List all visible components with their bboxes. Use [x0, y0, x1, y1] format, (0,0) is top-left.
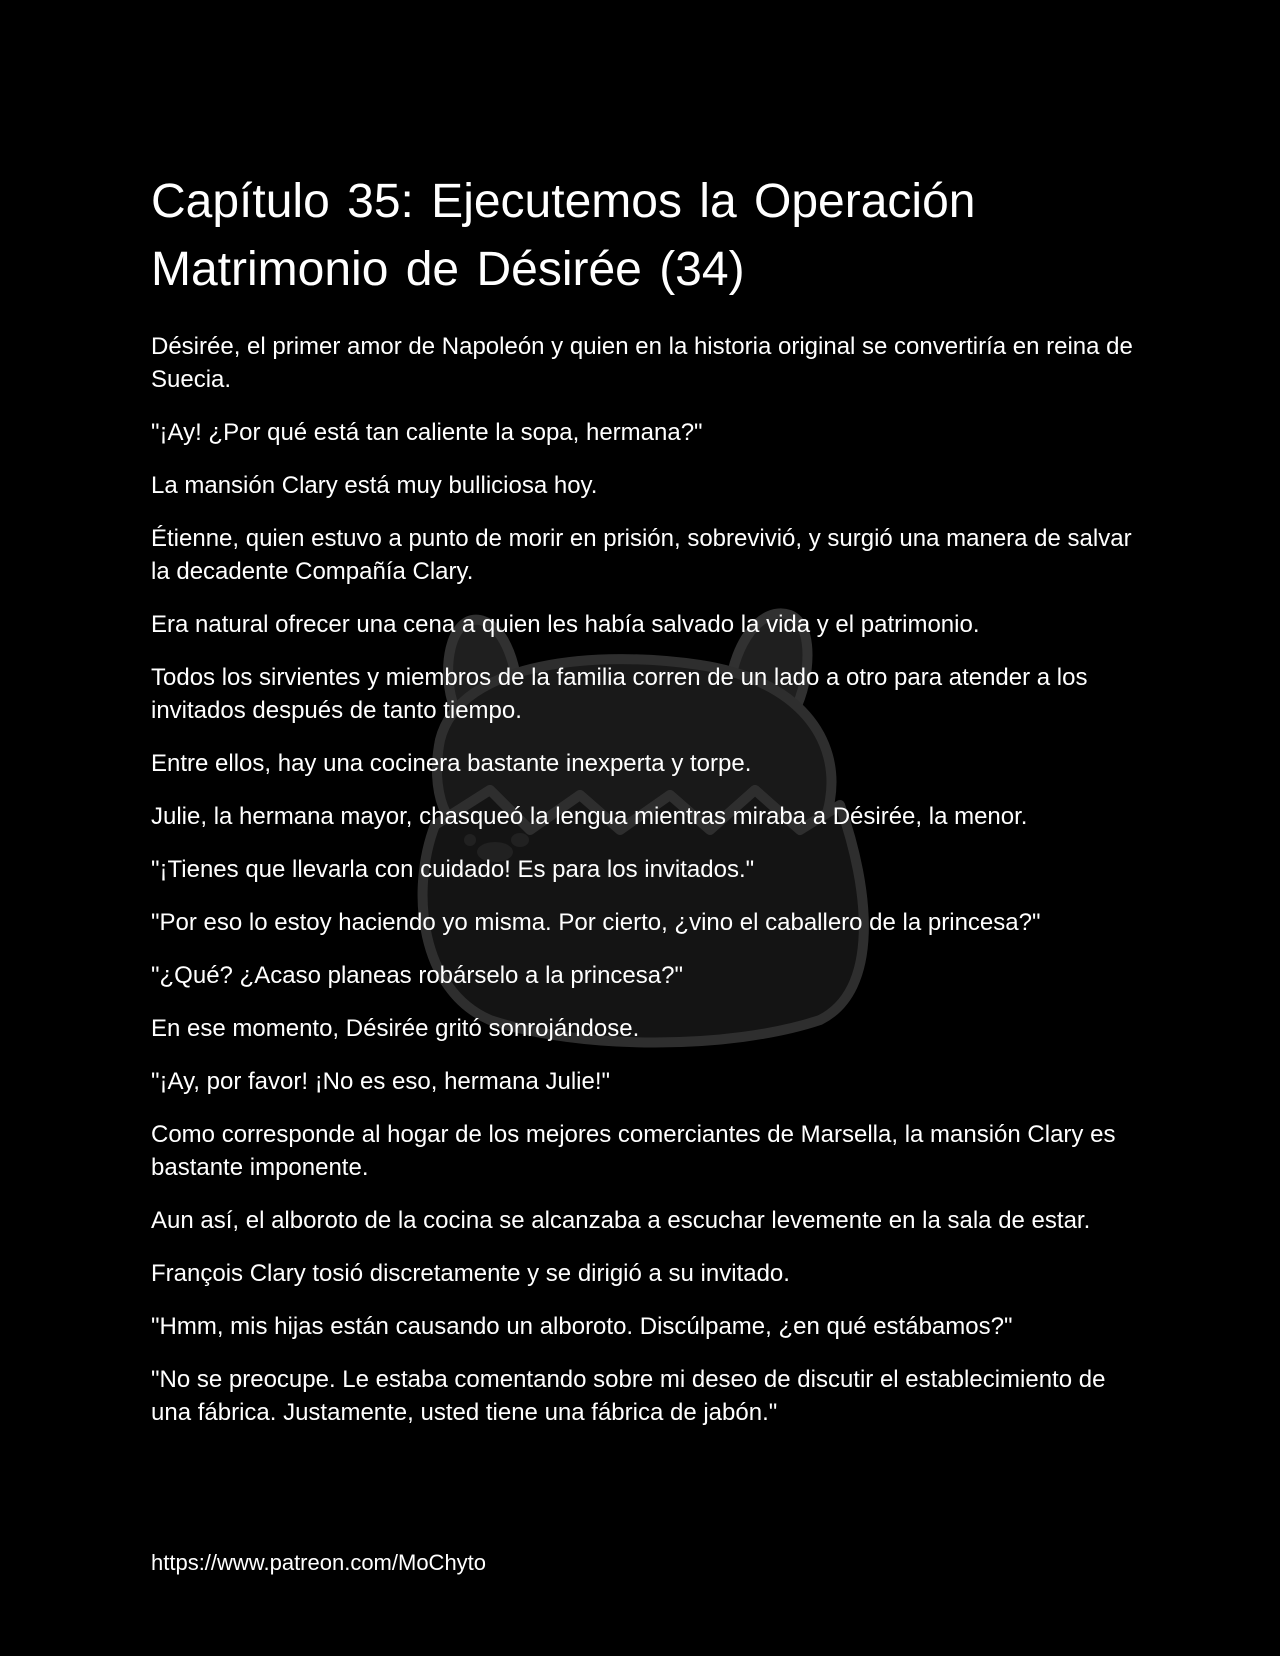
- paragraph: "¿Qué? ¿Acaso planeas robárselo a la princesa?": [151, 962, 683, 989]
- patreon-link[interactable]: https://www.patreon.com/MoChyto: [151, 1550, 487, 1575]
- paragraph: Julie, la hermana mayor, chasqueó la lengua mientras miraba a Désirée, la menor.: [151, 803, 1028, 830]
- paragraph: "¡Tienes que llevarla con cuidado! Es para los invitados.": [151, 856, 755, 883]
- paragraph: Étienne, quien estuvo a punto de morir en prisión, sobrevivió, y surgió una manera de salvar la decadente Compañía Clary.: [151, 525, 1132, 585]
- paragraph: Era natural ofrecer una cena a quien les había salvado la vida y el patrimonio.: [151, 611, 980, 638]
- paragraph: "¡Ay! ¿Por qué está tan caliente la sopa, hermana?": [151, 419, 703, 446]
- paragraph: En ese momento, Désirée gritó sonrojándose.: [151, 1015, 640, 1042]
- paragraph: Entre ellos, hay una cocinera bastante inexperta y torpe.: [151, 750, 752, 777]
- paragraph: "Por eso lo estoy haciendo yo misma. Por cierto, ¿vino el caballero de la princesa?": [151, 909, 1041, 936]
- page-title-line-2: Matrimonio de Désirée (34): [151, 243, 745, 296]
- paragraph: "No se preocupe. Le estaba comentando sobre mi deseo de discutir el establecimiento de una fábrica. Justamente, usted tiene una fábrica de jabón.": [151, 1366, 1106, 1426]
- paragraph: Como corresponde al hogar de los mejores comerciantes de Marsella, la mansión Clary es bastante imponente.: [151, 1121, 1116, 1181]
- paragraph: Désirée, el primer amor de Napoleón y quien en la historia original se convertiría en reina de Suecia.: [151, 333, 1133, 393]
- paragraph: "Hmm, mis hijas están causando un alboroto. Discúlpame, ¿en qué estábamos?": [151, 1313, 1013, 1340]
- page-title-line-1: Capítulo 35: Ejecutemos la Operación: [151, 175, 976, 228]
- paragraph: Todos los sirvientes y miembros de la familia corren de un lado a otro para atender a los invitados después de tanto tiempo.: [151, 664, 1088, 724]
- paragraph: "¡Ay, por favor! ¡No es eso, hermana Julie!": [151, 1068, 611, 1095]
- document-body: [151, 168, 1141, 1449]
- paragraph: François Clary tosió discretamente y se dirigió a su invitado.: [151, 1260, 790, 1287]
- paragraph: La mansión Clary está muy bulliciosa hoy.: [151, 472, 598, 499]
- paragraph: Aun así, el alboroto de la cocina se alcanzaba a escuchar levemente en la sala de estar.: [151, 1207, 1091, 1234]
- page-title: [151, 168, 1141, 304]
